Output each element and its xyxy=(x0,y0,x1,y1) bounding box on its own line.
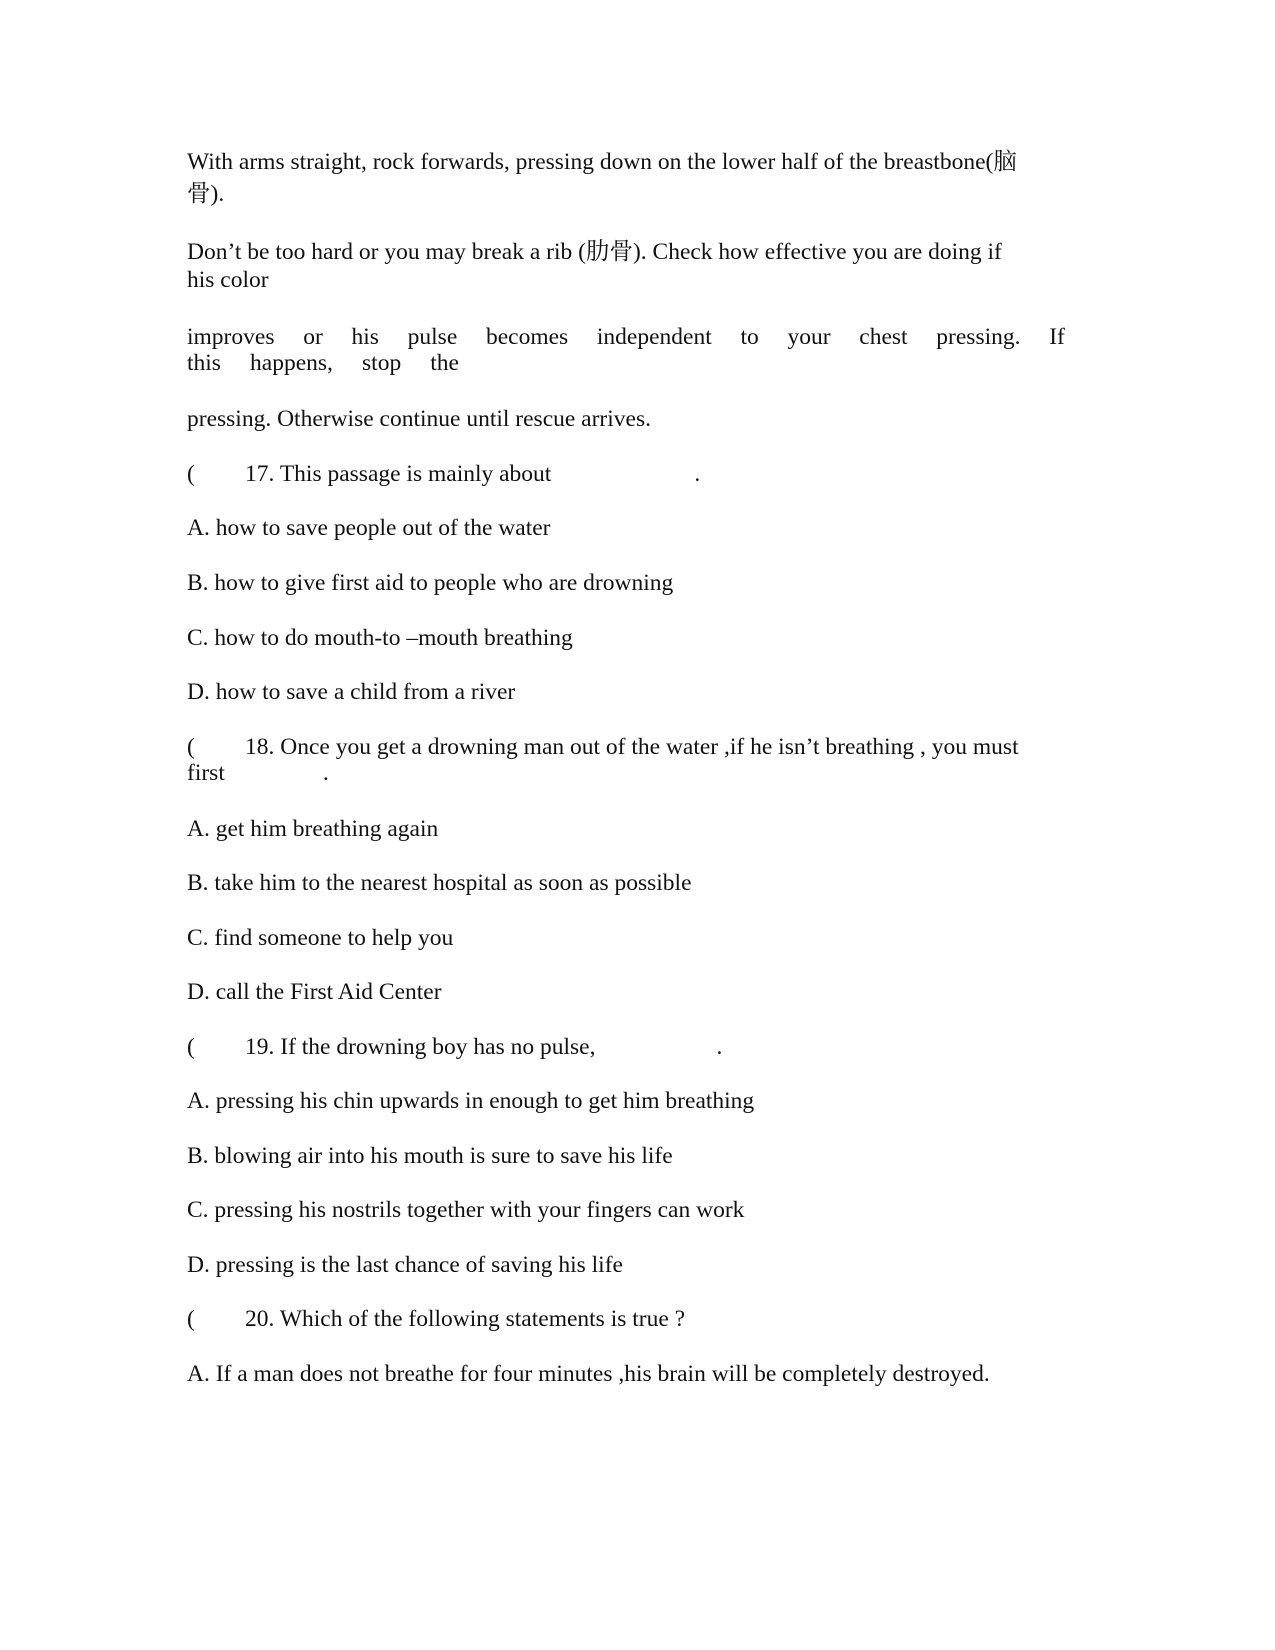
question-stem-18-cont xyxy=(187,759,1077,788)
question-text: 19. If the drowning boy has no pulse, xyxy=(245,1034,596,1060)
word: this xyxy=(187,350,221,376)
answer-paren: ( xyxy=(187,734,195,760)
passage-line: pressing. Otherwise continue until rescue arrives. xyxy=(187,406,651,432)
option-18-a: A. get him breathing again xyxy=(187,816,439,842)
passage-justified-line xyxy=(187,323,1065,352)
question-stem-17 xyxy=(187,460,1077,489)
question-text: 20. Which of the following statements is true ? xyxy=(245,1306,686,1332)
word: If xyxy=(1049,324,1065,350)
question-stem-18 xyxy=(187,733,1077,762)
option-19-c: C. pressing his nostrils together with your fingers can work xyxy=(187,1197,745,1223)
answer-paren: ( xyxy=(187,1306,195,1332)
word: improves xyxy=(187,324,275,350)
word: your xyxy=(787,324,831,350)
word: independent xyxy=(596,324,712,350)
question-end-punct: . xyxy=(322,760,329,786)
question-end-punct: . xyxy=(694,461,701,487)
word: or xyxy=(303,324,323,350)
passage-line: With arms straight, rock forwards, pressing down on the lower half of the breastbone(脑 xyxy=(187,149,1017,175)
question-text: 18. Once you get a drowning man out of the water ,if he isn’t breathing , you must xyxy=(245,734,1019,760)
option-19-a: A. pressing his chin upwards in enough to get him breathing xyxy=(187,1088,755,1114)
passage-justified-line xyxy=(187,349,459,378)
option-18-b: B. take him to the nearest hospital as soon as possible xyxy=(187,870,692,896)
option-20-a: A. If a man does not breathe for four minutes ,his brain will be completely destroyed. xyxy=(187,1361,990,1387)
option-18-c: C. find someone to help you xyxy=(187,925,454,951)
option-17-d: D. how to save a child from a river xyxy=(187,679,516,705)
question-stem-19 xyxy=(187,1033,1077,1062)
option-18-d: D. call the First Aid Center xyxy=(187,979,442,1005)
option-19-d: D. pressing is the last chance of saving his life xyxy=(187,1252,623,1278)
passage-line: his color xyxy=(187,267,269,293)
word: the xyxy=(430,350,459,376)
question-text: first xyxy=(187,760,225,786)
word: to xyxy=(740,324,759,350)
answer-paren: ( xyxy=(187,461,195,487)
word: chest xyxy=(859,324,908,350)
word: happens, xyxy=(250,350,333,376)
option-17-a: A. how to save people out of the water xyxy=(187,515,551,541)
option-17-b: B. how to give first aid to people who are drowning xyxy=(187,570,674,596)
question-end-punct: . xyxy=(716,1034,723,1060)
word: pulse xyxy=(407,324,458,350)
word: becomes xyxy=(485,324,569,350)
option-19-b: B. blowing air into his mouth is sure to save his life xyxy=(187,1143,673,1169)
word: stop xyxy=(362,350,402,376)
passage-line: 骨). xyxy=(187,181,225,207)
word: pressing. xyxy=(936,324,1021,350)
answer-paren: ( xyxy=(187,1034,195,1060)
word: his xyxy=(351,324,379,350)
passage-line: Don’t be too hard or you may break a rib (肋骨). Check how effective you are doing if xyxy=(187,239,1002,265)
option-17-c: C. how to do mouth-to –mouth breathing xyxy=(187,625,573,651)
question-stem-20 xyxy=(187,1305,1077,1334)
question-text: 17. This passage is mainly about xyxy=(245,461,552,487)
